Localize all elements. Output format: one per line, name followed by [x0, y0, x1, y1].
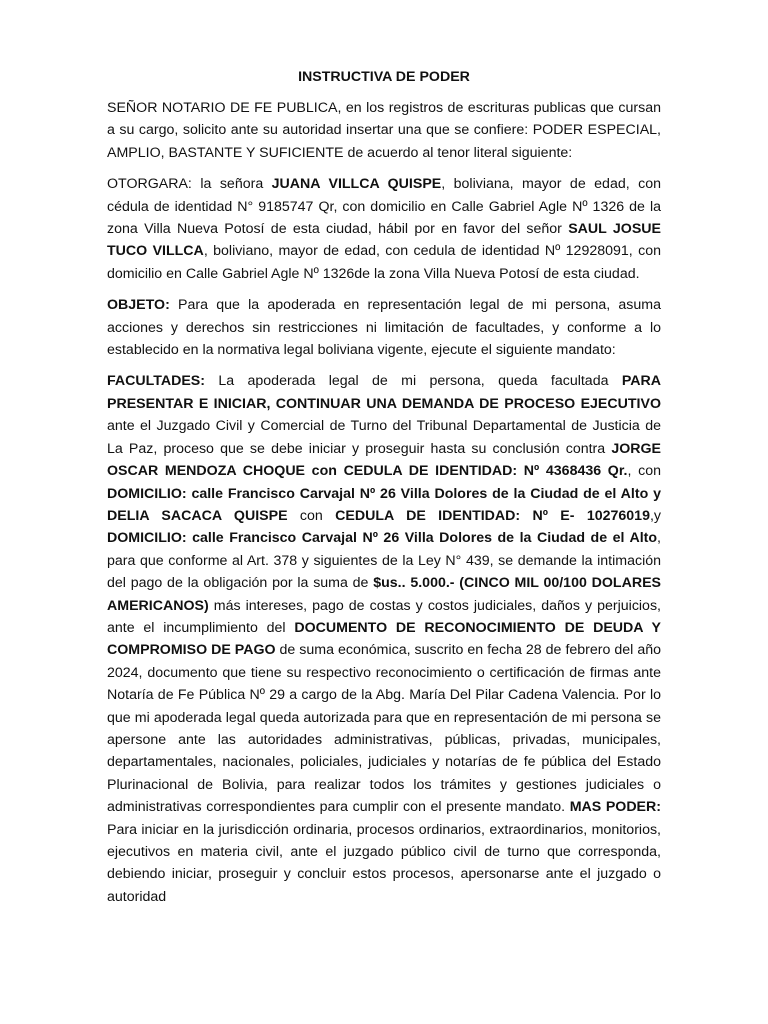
facultades-bold-6: DOMICILIO: calle Francisco Carvajal Nº 26 Villa Dolores de la Ciudad de el Alto	[107, 530, 658, 547]
attorney-name: SAUL JOSUE TUCO VILLCA	[107, 221, 661, 260]
facultades-text-1: La apoderada legal de mi persona, queda facultada	[205, 373, 622, 390]
facultades-text-4: con	[287, 507, 336, 524]
facultades-bold-9: MAS PODER:	[569, 799, 661, 816]
facultades-bold-2: PARA PRESENTAR E INICIAR, CONTINUAR UNA DEMANDA DE PROCESO EJECUTIVO	[107, 373, 661, 412]
facultades-text-9: Para iniciar en la jurisdicción ordinaria, procesos ordinarios, extraordinarios, monitorios, ejecutivos en materia civil, ante el juzgado público civil de turno que corresponda, debiendo iniciar, proseguir y concluir estos procesos, apersonarse ante el juzgado o autoridad	[107, 821, 661, 905]
facultades-text-8: de suma económica, suscrito en fecha 28 de febrero del año 2024, documento que tiene su respectivo reconocimiento o certificación de firmas ante Notaría de Fe Pública Nº 29 a cargo de la Abg. María Del Pilar Cadena Valencia. Por lo que mi apoderada legal queda autorizada para que en representación de mi persona se apersone ante las autoridades administrativas, públicas, privadas, municipales, departamentales, nacionales, policiales, judiciales y notarías de fe pública del Estado Plurinacional de Bolivia, para realizar todos los trámites y gestiones judiciales o administrativas correspondientes para cumplir con el presente mandato.	[107, 642, 661, 816]
otorgara-text-1: OTORGARA: la señora	[107, 176, 272, 193]
objeto-paragraph	[107, 294, 661, 361]
otorgara-paragraph	[107, 173, 661, 285]
facultades-paragraph	[107, 370, 661, 908]
document-title: INSTRUCTIVA DE PODER	[298, 69, 470, 85]
otorgara-text-3: , boliviano, mayor de edad, con cedula de identidad Nº 12928091, con domicilio en Calle Gabriel Agle Nº 1326de la zona Villa Nueva Potosí de esta ciudad.	[107, 243, 661, 282]
facultades-bold-8: DOCUMENTO DE RECONOCIMIENTO DE DEUDA Y COMPROMISO DE PAGO	[107, 619, 661, 659]
facultades-bold-4: DOMICILIO: calle Francisco Carvajal Nº 26 Villa Dolores de la Ciudad de el Alto y DELIA SACACA QUISPE	[107, 485, 661, 524]
facultades-text-5: ,y	[649, 507, 662, 524]
facultades-bold-5: CEDULA DE IDENTIDAD: Nº E- 10276019	[335, 507, 650, 524]
grantor-name: JUANA VILLCA QUISPE	[271, 176, 442, 193]
facultades-heading: FACULTADES:	[107, 373, 205, 390]
facultades-bold-7: $us.. 5.000.- (CINCO MIL 00/100 DOLARES AMERICANOS)	[107, 575, 661, 614]
facultades-text-6: , para que conforme al Art. 378 y siguientes de la Ley N° 439, se demande la intimación del pago de la obligación por la suma de	[107, 530, 661, 592]
otorgara-text-2: , boliviana, mayor de edad, con cédula de identidad N° 9185747 Qr, con domicilio en Calle Gabriel Agle Nº 1326 de la zona Villa Nueva Potosí de esta ciudad, hábil por en favor del señor	[107, 176, 661, 238]
document-page	[107, 66, 661, 917]
intro-paragraph: SEÑOR NOTARIO DE FE PUBLICA, en los registros de escrituras publicas que cursan a su cargo, solicito ante su autoridad insertar una que se confiere: PODER ESPECIAL, AMPLIO, BASTANTE Y SUFICIENTE de acuerdo al tenor literal siguiente:	[107, 100, 661, 161]
facultades-text-2: ante el Juzgado Civil y Comercial de Turno del Tribunal Departamental de Justicia de La Paz, proceso que se debe iniciar y proseguir hasta su conclusión contra	[107, 418, 661, 457]
objeto-text: Para que la apoderada en representación legal de mi persona, asuma acciones y derechos sin restricciones ni limitación de facultades, y conforme a lo establecido en la normativa legal boliviana vigente, ejecute el siguiente mandato:	[107, 297, 661, 359]
facultades-bold-3: JORGE OSCAR MENDOZA CHOQUE con CEDULA DE IDENTIDAD: Nº 4368436 Qr.	[107, 440, 661, 480]
facultades-text-7: más intereses, pago de costas y costos judiciales, daños y perjuicios, ante el incumplimiento del	[107, 597, 661, 636]
facultades-text-3: , con	[627, 463, 661, 480]
objeto-heading: OBJETO:	[107, 297, 170, 314]
